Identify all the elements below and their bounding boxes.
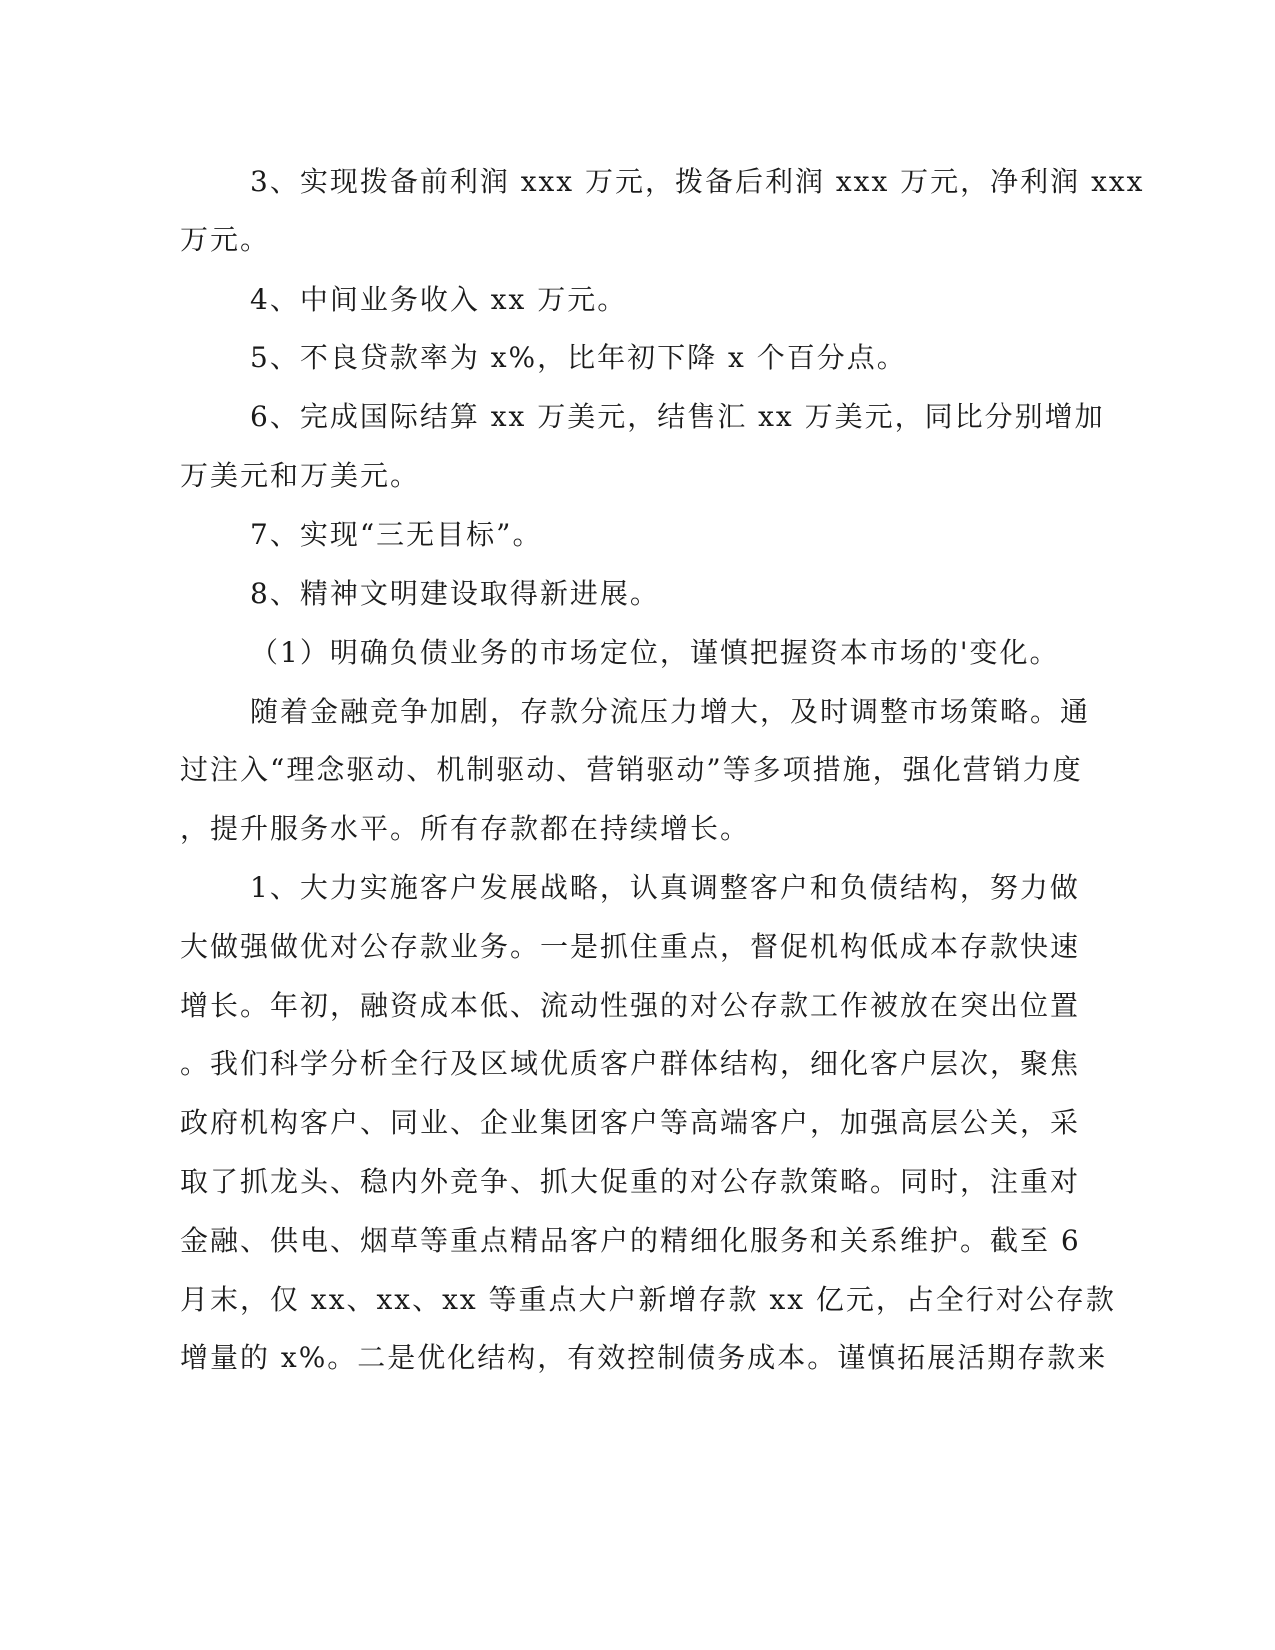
paragraph-line: 过注入“理念驱动、机制驱动、营销驱动”等多项措施，强化营销力度 — [180, 753, 1083, 786]
paragraph-line: 取了抓龙头、稳内外竞争、抓大促重的对公存款策略。同时，注重对 — [180, 1165, 1081, 1198]
paragraph-line: 。我们科学分析全行及区域优质客户群体结构，细化客户层次，聚焦 — [180, 1047, 1081, 1080]
paragraph-line: 5、不良贷款率为 x%，比年初下降 x 个百分点。 — [250, 341, 907, 374]
paragraph-line: 月末，仅 xx、xx、xx 等重点大户新增存款 xx 亿元，占全行对公存款 — [180, 1283, 1116, 1316]
paragraph-line: 万元。 — [180, 223, 271, 256]
paragraph-line: 万美元和万美元。 — [180, 459, 421, 492]
paragraph-line: 4、中间业务收入 xx 万元。 — [250, 283, 628, 316]
paragraph-line: ，提升服务水平。所有存款都在持续增长。 — [180, 812, 751, 845]
paragraph-line: 1、大力实施客户发展战略，认真调整客户和负债结构，努力做 — [250, 871, 1080, 904]
paragraph-line: 政府机构客户、同业、企业集团客户等高端客户，加强高层公关，采 — [180, 1106, 1081, 1139]
paragraph-line: 金融、供电、烟草等重点精品客户的精细化服务和关系维护。截至 6 — [180, 1224, 1081, 1257]
paragraph-line: 增长。年初，融资成本低、流动性强的对公存款工作被放在突出位置 — [180, 989, 1081, 1022]
paragraph-line: 7、实现“三无目标”。 — [250, 518, 543, 551]
paragraph-line: 3、实现拨备前利润 xxx 万元，拨备后利润 xxx 万元，净利润 xxx — [250, 165, 1145, 198]
section-heading: （1）明确负债业务的市场定位，谨慎把握资本市场的'变化。 — [250, 636, 1060, 669]
paragraph-line: 6、完成国际结算 xx 万美元，结售汇 xx 万美元，同比分别增加 — [250, 400, 1105, 433]
paragraph-line: 随着金融竞争加剧，存款分流压力增大，及时调整市场策略。通 — [250, 695, 1091, 728]
paragraph-line: 增量的 x%。二是优化结构，有效控制债务成本。谨慎拓展活期存款来 — [180, 1341, 1108, 1374]
paragraph-line: 大做强做优对公存款业务。一是抓住重点，督促机构低成本存款快速 — [180, 930, 1081, 963]
paragraph-line: 8、精神文明建设取得新进展。 — [250, 577, 660, 610]
